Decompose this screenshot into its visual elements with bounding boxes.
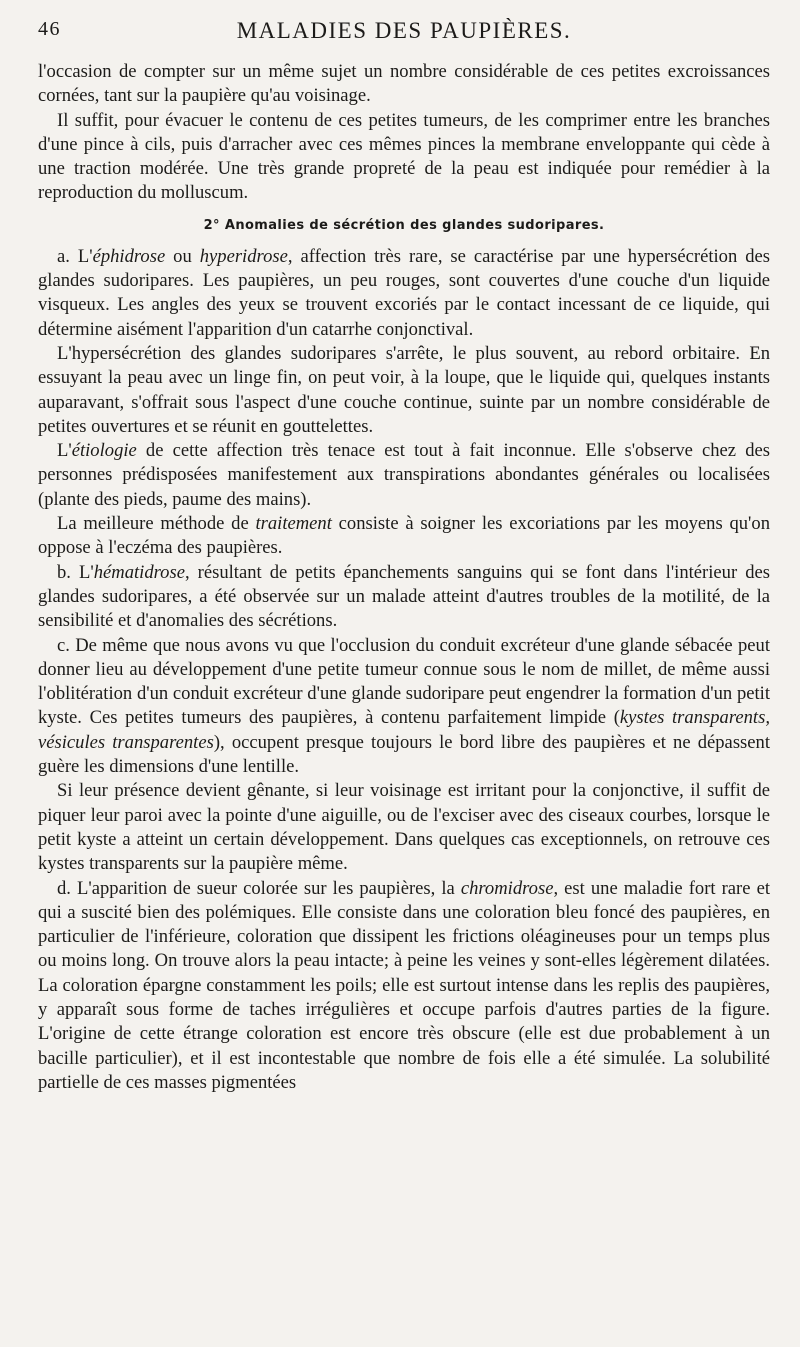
running-title: MALADIES DES PAUPIÈRES.	[236, 18, 572, 43]
page-number: 46	[38, 18, 61, 40]
paragraph-traitement	[38, 512, 770, 561]
paragraph-body: , résultant de petits épanchements sanguins qui se font dans l'intérieur des glandes sudoripares, a été observée sur un malade atteint d'autres troubles de la motilité, de la sensibilité et d'anomalies des sécrétions.	[38, 561, 770, 632]
paragraph-excision: Si leur présence devient gênante, si leur voisinage est irritant pour la conjonctive, il suffit de piquer leur paroi avec la pointe d'une aiguille, ou de l'exciser avec des ciseaux courbes, lorsque le petit kyste a atteint un certain développement. Dans quelques cas exceptionnels, on retrouve ces kystes transparents sur la paupière même.	[38, 780, 770, 875]
paragraph-treatment-molluscum: Il suffit, pour évacuer le contenu de ces petites tumeurs, de les comprimer entre les branches d'une pince à cils, puis d'arracher avec ces mêmes pinces la membrane enveloppante qui cède à une traction modérée. Une très grande propreté de la peau est indiquée pour remédier à la reproduction du molluscum.	[38, 109, 770, 204]
paragraph-continuation: l'occasion de compter sur un même sujet un nombre considérable de ces petites excroissances cornées, tant sur la paupière qu'au voisinage.	[38, 61, 770, 107]
paragraph-hypersecretion: L'hypersécrétion des glandes sudoripares s'arrête, le plus souvent, au rebord orbitaire. En essuyant la peau avec un linge fin, on peut voir, à la loupe, que le liquide qui, quelques instants auparavant, s'offrait sous l'aspect d'une couche continue, suinte par un nombre considérable de petites ouvertures et se réunit en gouttelettes.	[38, 342, 770, 437]
term-ephidrose: éphidrose	[92, 245, 166, 267]
paragraph-body: , est une maladie fort rare et qui a suscité bien des polémiques. Elle consiste dans une coloration bleu foncé des paupières, en particulier de l'inférieure, coloration que dissipent les frictions oléagineuses pour un temps plus ou moins long. On trouve alors la peau intacte; à peine les veines y sont-elles légèrement dilatées. La coloration épargne constamment les poils; elle est surtout intense dans les replis des paupières, y apparaît sous forme de taches irrégulières et occupe parfois d'autres parties de la figure. L'origine de cette étrange coloration est encore très obscure (elle est due probablement à un bacille particulier), et il est incontestable que nombre de fois elle a été simulée. La solubilité partielle de ces masses pigmentées	[38, 877, 770, 1093]
paragraph-body: consiste à soigner les excoriations par les moyens qu'on oppose à l'eczéma des paupières.	[38, 513, 770, 559]
item-lead: a. L'	[57, 245, 93, 267]
paragraph-body: de cette affection très tenace est tout à fait inconnue. Elle s'observe chez des personnes prédisposées manifestement aux transpirations abondantes générales ou localisées (plante des pieds, paume des mains).	[38, 440, 770, 510]
term-hyperidrose: hyperidrose	[199, 245, 288, 267]
paragraph-body: , affection très rare, se caractérise par une hypersécrétion des glandes sudoripares. Les paupières, un peu rouges, sont couvertes d'une couche d'un liquide visqueux. Les angles des yeux se trouvent excoriés par le contact incessant de ce liquide, qui détermine aisément l'apparition d'un catarrhe conjonctival.	[38, 245, 770, 340]
item-lead: c. De même que nous avons vu que l'occlusion du conduit excréteur d'une glande sébacée peut donner lieu au développement d'une petite tumeur connue sous le nom de millet, de même aussi l'oblitération d'un conduit excréteur d'une glande sudoripare peut engendrer la formation d'un petit kyste. Ces petites tumeurs des paupières, à contenu parfaitement limpide (	[38, 634, 770, 729]
paragraph-body: ), occupent presque toujours le bord libre des paupières et ne dépassent guère les dimensions d'une lentille.	[38, 731, 771, 778]
term-etiologie: étiologie	[71, 440, 137, 462]
paragraph-kystes	[38, 634, 770, 780]
item-lead: b. L'	[57, 561, 94, 583]
paragraph-chromidrose	[38, 877, 770, 1096]
item-lead: d. L'apparition de sueur colorée sur les paupières, la	[57, 877, 461, 899]
connector: ou	[165, 245, 200, 267]
term-hematidrose: hématidrose	[93, 561, 185, 583]
paragraph-ephidrose	[38, 245, 770, 342]
section-heading: 2° Anomalies de sécrétion des glandes sudoripares.	[203, 217, 605, 233]
item-lead: La meilleure méthode de	[57, 513, 256, 535]
term-kystes-transparents: kystes transparents, vésicules transparentes	[38, 707, 770, 753]
item-lead: L'	[57, 440, 72, 462]
term-chromidrose: chromidrose	[460, 877, 554, 899]
term-traitement: traitement	[255, 513, 332, 535]
page-header	[38, 18, 770, 60]
paragraph-etiologie	[38, 439, 770, 512]
paragraph-hematidrose	[38, 561, 770, 634]
